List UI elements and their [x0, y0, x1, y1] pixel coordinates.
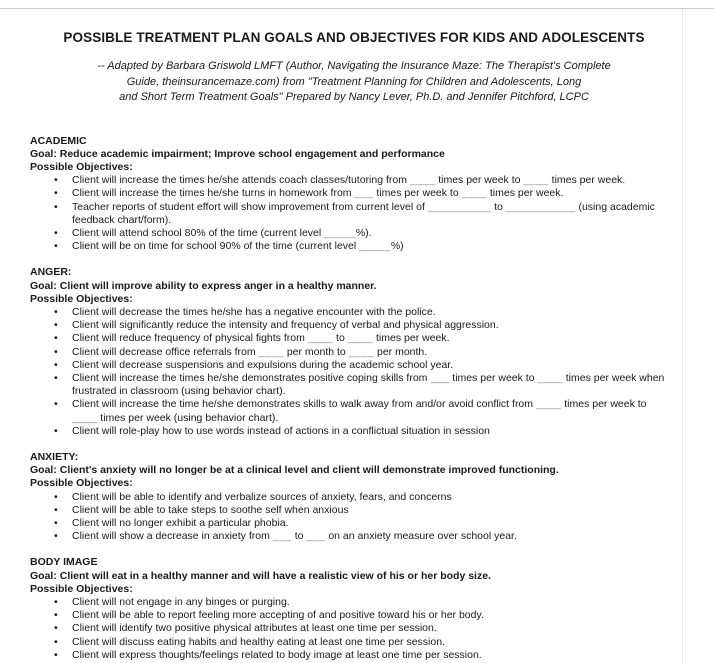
objective-item [30, 398, 678, 424]
blank-line: ____ [409, 174, 436, 187]
blank-line: ____ [258, 345, 284, 358]
objective-text: Client will express thoughts/feelings related to body image at least one time per session. [72, 648, 482, 661]
section [30, 451, 678, 543]
blank-line: ____ [523, 174, 549, 187]
objective-text: Client will reduce frequency of physical fights from ____ to ____ times per week. [72, 332, 450, 345]
objective-text: Client will decrease office referrals from ____ per month to ____ per month. [72, 345, 428, 358]
objective-item [30, 306, 678, 319]
objective-item [30, 622, 678, 635]
bullet-icon: • [54, 345, 58, 358]
objective-text: Client will decrease suspensions and expulsions during the academic school year. [72, 358, 454, 371]
bullet-icon: • [54, 424, 58, 437]
bullet-icon: • [54, 609, 58, 622]
bullet-icon: • [54, 226, 58, 239]
objective-item [30, 319, 678, 332]
objective-text: Client will identify two positive physical attributes at least one time per session. [72, 622, 437, 635]
section-heading: ANGER: [30, 266, 72, 279]
objective-item [30, 425, 678, 438]
blank-line: ___ [306, 530, 326, 543]
document-subtitle [30, 59, 678, 106]
objective-item [30, 530, 678, 543]
bullet-icon: • [54, 490, 58, 503]
section [30, 266, 678, 438]
blank-line: ____ [307, 332, 334, 345]
section-heading: ACADEMIC [30, 134, 87, 147]
objective-item [30, 346, 678, 359]
subtitle-line: Guide, theinsurancemaze.com) from "Treatment Planning for Children and Adolescents, Long [126, 75, 582, 88]
blank-line: ___ [272, 530, 292, 543]
objective-text: Client will decrease the times he/she has a negative encounter with the police. [72, 305, 436, 318]
objective-item [30, 609, 678, 622]
objective-text: Client will discuss eating habits and healthy eating at least one time per session. [72, 635, 445, 648]
section-goal: Goal: Reduce academic impairment; Improve school engagement and performance [30, 147, 445, 160]
objective-text: Client will increase the times he/she turns in homework from ___ times per week to ____ times per week. [72, 187, 564, 200]
bullet-icon: • [54, 358, 58, 371]
bullet-icon: • [54, 319, 58, 332]
objective-item [30, 201, 678, 227]
bullet-icon: • [54, 648, 58, 661]
objective-text: Client will significantly reduce the intensity and frequency of verbal and physical aggression. [72, 319, 499, 332]
bullet-icon: • [54, 240, 58, 253]
objective-text: Client will be able to take steps to soothe self when anxious [72, 503, 349, 516]
objective-item [30, 517, 678, 530]
objective-item [30, 240, 678, 253]
objective-text: Client will increase the times he/she attends coach classes/tutoring from ____ times per week to ____ times per week. [72, 174, 626, 187]
objective-text: Client will be able to identify and verbalize sources of anxiety, fears, and concerns [72, 490, 452, 503]
bullet-icon: • [54, 332, 58, 345]
blank-line: ___________ [505, 200, 576, 213]
objective-item [30, 359, 678, 372]
objectives-label: Possible Objectives: [30, 160, 133, 173]
objective-item [30, 596, 678, 609]
bullet-icon: • [54, 530, 58, 543]
bullet-icon: • [54, 596, 58, 608]
blank-line: ____ [461, 187, 487, 200]
objective-text: Client will increase the time he/she demonstrates skills to walk away from and/or avoid conflict from ____ times per week to ____ times per week (using behavior chart). [72, 398, 647, 424]
objective-text: Client will show a decrease in anxiety from ___ to ___ on an anxiety measure over school year. [72, 530, 517, 543]
sections-container [30, 135, 678, 663]
objective-text: Client will not engage in any binges or purging. [72, 596, 290, 608]
objectives-label: Possible Objectives: [30, 582, 133, 595]
bullet-icon: • [54, 200, 58, 213]
blank-line: __________ [427, 200, 492, 213]
section-goal: Goal: Client will improve ability to express anger in a healthy manner. [30, 279, 377, 292]
blank-line: ___ [430, 371, 450, 384]
objective-text: Client will no longer exhibit a particular phobia. [72, 516, 289, 529]
objective-item [30, 187, 678, 200]
bullet-icon: • [54, 503, 58, 516]
bullet-icon: • [54, 174, 58, 187]
bullet-icon: • [54, 622, 58, 635]
objective-item [30, 227, 678, 240]
objective-text: Client will increase the times he/she demonstrates positive coping skills from ___ times per week to ____ times per week when frustrated in classroom (using behavior chart). [72, 371, 665, 398]
objectives-label: Possible Objectives: [30, 477, 133, 490]
blank-line: _____ [359, 240, 391, 253]
objective-item [30, 649, 678, 662]
objective-item [30, 174, 678, 187]
section-goal: Goal: Client's anxiety will no longer be at a clinical level and client will demonstrate improved functioning. [30, 464, 559, 477]
blank-line: _____ [324, 226, 356, 239]
objective-item [30, 332, 678, 345]
objectives-list [30, 491, 678, 544]
objective-text: Teacher reports of student effort will show improvement from current level of __________ to ___________ (using academic feedback chart/form). [72, 200, 655, 226]
objective-text: Client will attend school 80% of the time (current level _____%). [72, 226, 372, 239]
bullet-icon: • [54, 187, 58, 200]
subtitle-line: and Short Term Treatment Goals" Prepared by Nancy Lever, Ph.D. and Jennifer Pitchford, LCPC [119, 91, 589, 103]
bullet-icon: • [54, 516, 58, 529]
objective-item [30, 491, 678, 504]
bullet-icon: • [54, 371, 58, 384]
objective-item [30, 636, 678, 649]
objective-text: Client will role-play how to use words instead of actions in a conflictual situation in session [72, 424, 490, 437]
blank-line: ____ [347, 332, 374, 345]
blank-line: ____ [537, 371, 563, 384]
bullet-icon: • [54, 635, 58, 648]
section-heading: ANXIETY: [30, 450, 79, 463]
objective-text: Client will be able to report feeling more accepting of and positive toward his or her body. [72, 609, 484, 622]
blank-line: ____ [72, 411, 98, 424]
blank-line: ____ [535, 398, 562, 411]
objective-item [30, 372, 678, 398]
section-heading: BODY IMAGE [30, 556, 98, 569]
blank-line: ___ [354, 187, 374, 200]
section-goal: Goal: Client will eat in a healthy manner and will have a realistic view of his or her body size. [30, 569, 491, 582]
section [30, 556, 678, 662]
objectives-list [30, 306, 678, 438]
section [30, 135, 678, 254]
document-title: POSSIBLE TREATMENT PLAN GOALS AND OBJECTIVES FOR KIDS AND ADOLESCENTS [63, 30, 645, 45]
objectives-list [30, 596, 678, 662]
objective-item [30, 504, 678, 517]
bullet-icon: • [54, 305, 58, 318]
objective-text: Client will be on time for school 90% of the time (current level _____%) [72, 240, 404, 253]
bullet-icon: • [54, 398, 58, 411]
objectives-list [30, 174, 678, 253]
subtitle-line: -- Adapted by Barbara Griswold LMFT (Author, Navigating the Insurance Maze: The Therapist's Complete [97, 60, 611, 72]
blank-line: ____ [348, 345, 375, 358]
objectives-label: Possible Objectives: [30, 292, 133, 305]
